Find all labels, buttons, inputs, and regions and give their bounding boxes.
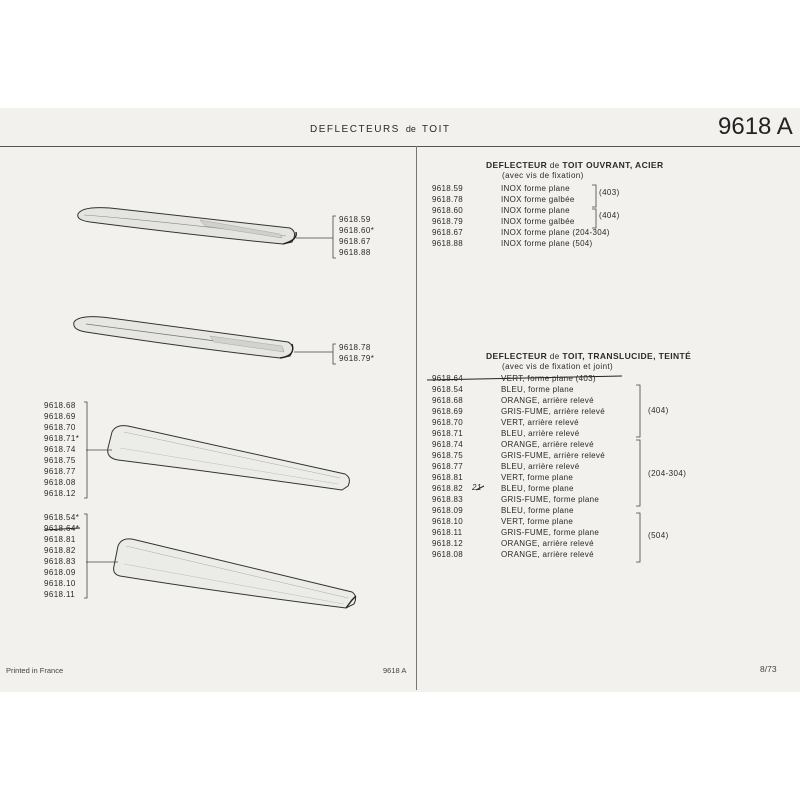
page-number: 8/73 — [760, 664, 777, 674]
label-group-3: 9618.68 9618.69 9618.70 9618.71* 9618.74 9618.75 9618.77 9618.08 9618.12 — [44, 401, 80, 498]
group-label: (204-304) — [648, 469, 687, 478]
label-group-1: 9618.59 9618.60* 9618.67 9618.88 — [339, 215, 375, 257]
group-label: (404) — [648, 406, 669, 415]
section-1-title: DEFLECTEUR de TOIT OUVRANT, ACIER — [486, 160, 664, 170]
label-group-2: 9618.78 9618.79* — [339, 343, 375, 363]
label-group-4: 9618.54* 9618.64* 9618.81 9618.82 9618.83 9618.09 9618.10 9618.11 — [44, 513, 80, 599]
group-brackets — [592, 185, 640, 562]
deflector-3-drawing — [108, 426, 350, 490]
group-label: (403) — [599, 188, 620, 197]
group-label: (504) — [648, 531, 669, 540]
printed-in: Printed in France — [6, 666, 64, 675]
handwritten-note: 21 — [472, 483, 482, 492]
deflector-2-drawing — [74, 317, 293, 358]
section-1-subtitle: (avec vis de fixation) — [502, 171, 584, 180]
footer-code: 9618 A — [383, 666, 407, 675]
page-code: 9618 A — [718, 113, 793, 140]
section-2-title: DEFLECTEUR de TOIT, TRANSLUCIDE, TEINTÉ — [486, 351, 692, 361]
group-label: (404) — [599, 211, 620, 220]
deflector-1-drawing — [78, 208, 296, 244]
deflector-4-drawing — [114, 539, 356, 608]
page-title: DEFLECTEURS de TOIT — [310, 124, 451, 135]
section-2-subtitle: (avec vis de fixation et joint) — [502, 362, 614, 371]
